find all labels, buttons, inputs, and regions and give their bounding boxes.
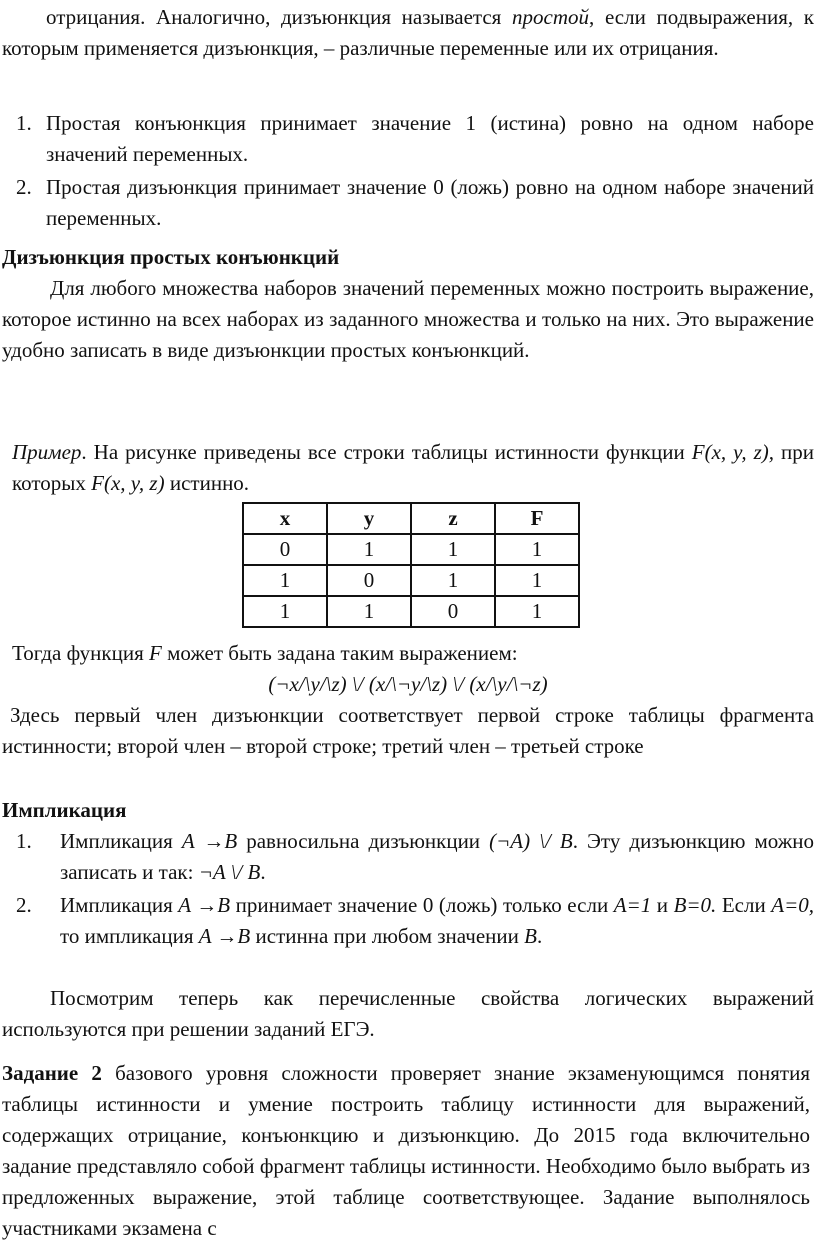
list-item-text: Простая конъюнкция принимает значение 1 (истина) ровно на одном наборе значений переменных. [46,111,814,166]
impl-text: и [651,893,674,917]
list-item [2,108,814,170]
list-item [2,826,814,888]
task-paragraph [2,1058,810,1244]
table-cell: 1 [411,534,495,565]
list-number: 1. [16,829,32,853]
table-cell: 1 [411,565,495,596]
simple-forms-list [2,108,814,234]
impl-text: равносильна дизъюнкции [237,829,490,853]
impl-text: Если [716,893,772,917]
table-cell: 1 [327,534,411,565]
disjunction-expression: ¬A \/ B [198,860,261,884]
list-number: 1. [16,111,32,135]
table-cell: 1 [327,596,411,627]
intro-text-a: отрицания. Аналогично, дизъюнкция называется [46,5,513,29]
section-heading-dnf: Дизъюнкция простых конъюнкций [2,245,340,269]
list-item-text: Простая дизъюнкция принимает значение 0 (ложь) ровно на одном наборе значений переменных. [46,175,814,230]
impl-text: . [536,924,543,948]
explanation-paragraph: Здесь первый член дизъюнкции соответствует первой строке таблицы фрагмента истинности; второй член – второй строке; третий член – третьей строке [2,703,814,758]
list-item [2,890,814,952]
impl-text: принимает значение 0 (ложь) только если [230,893,614,917]
condition-expression: A=1 [613,893,652,917]
ege-paragraph: Посмотрим теперь как перечисленные свойства логических выражений используются при решении заданий ЕГЭ. [2,986,814,1041]
table-cell: 0 [327,565,411,596]
table-header-cell: z [411,503,495,534]
example-label: Пример [12,440,82,464]
then-text-a: Тогда функция [12,641,149,665]
disjunction-expression: (¬A) \/ B [489,829,573,853]
formula-line: (¬x/\y/\z) \/ (x/\¬y/\z) \/ (x/\y/\¬z) [268,672,548,696]
example-text-c: истинно. [164,471,250,495]
implication-expression: A →B [178,893,231,917]
implication-expression: A →B [181,829,238,853]
then-text-b: может быть задана таким выражением: [161,641,518,665]
table-cell: 1 [495,534,579,565]
example-paragraph [12,437,814,499]
impl-text: истинна при любом значении [250,924,525,948]
truth-table-wrapper [0,498,580,628]
impl-text: . Эту дизъюнкцию можно записать и так: [60,829,814,884]
table-header-cell: F [495,503,579,534]
section-heading-implication: Импликация [2,798,127,822]
dnf-paragraph: Для любого множества наборов значений переменных можно построить выражение, которое истинно на всех наборах из заданного множества и только на них. Это выражение удобно записать в виде дизъюнкции простых конъюнкций. [2,276,814,362]
table-header-cell: x [243,503,327,534]
table-cell: 1 [243,596,327,627]
example-text-b: при которых [12,440,814,495]
table-row [243,534,579,565]
impl-text: то импликация [60,924,199,948]
list-item [2,172,814,234]
task-text: базового уровня сложности проверяет знание экзаменующимся понятия таблицы истинности и умение построить таблицу истинности для выражений, содержащих отрицание, конъюнкцию и дизъюнкцию. До 2015 года включительно задание представляло собой фрагмент таблицы истинности. Необходимо было выбрать из предложенных выражение, этой таблице соответствующее. Задание выполнялось участниками экзамена с [2,1061,810,1240]
impl-text: Импликация [60,829,182,853]
table-row [243,596,579,627]
intro-emphasis: простой [512,5,590,29]
intro-text-b: , если подвыражения, к которым применяется дизъюнкция, – различные переменные или их отрицания. [2,5,815,60]
function-signature: F(x, y, z), [691,440,774,464]
table-cell: 1 [243,565,327,596]
intro-paragraph [2,2,814,64]
list-number: 2. [16,175,32,199]
table-cell: 1 [495,596,579,627]
condition-expression: A=0, [771,893,815,917]
variable-name: B [524,924,537,948]
function-signature: F(x, y, z) [91,471,165,495]
truth-table [242,502,580,628]
impl-text: Импликация [60,893,179,917]
then-line [12,638,814,669]
list-number: 2. [16,893,32,917]
task-label: Задание 2 [2,1061,102,1085]
table-header-cell: y [327,503,411,534]
table-cell: 1 [495,565,579,596]
impl-text: . [260,860,266,884]
implication-list [2,826,814,952]
condition-expression: B=0. [673,893,717,917]
table-header-row [243,503,579,534]
table-cell: 0 [243,534,327,565]
function-name: F [148,641,162,665]
table-row [243,565,579,596]
implication-expression: A →B [198,924,251,948]
table-cell: 0 [411,596,495,627]
example-text-a: . На рисунке приведены все строки таблицы истинности функции [81,440,692,464]
